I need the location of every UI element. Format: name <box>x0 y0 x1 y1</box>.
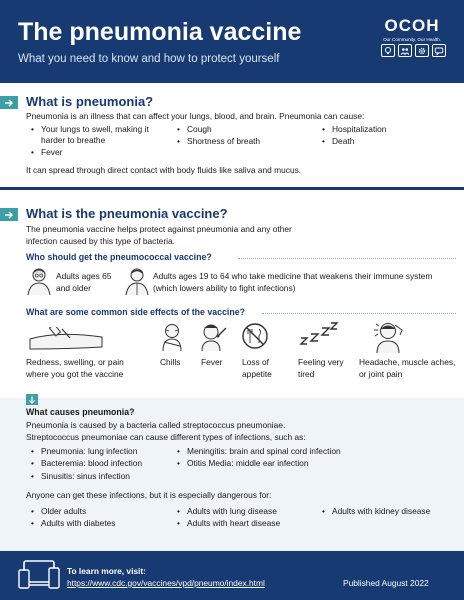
list-item: • Adults with diabetes <box>31 518 171 529</box>
side-effect-label: Feeling very tired <box>298 357 344 379</box>
dotted-rule <box>262 313 456 314</box>
list-item: • Otitis Media: middle ear infection <box>177 458 452 469</box>
ocoh-logo: OCOH <box>384 16 440 35</box>
list-item: • Fever <box>31 147 163 158</box>
sleep-icon <box>299 322 339 351</box>
who-older-text: Adults ages 65 and older <box>56 271 112 293</box>
logo-tagline: Our Community. Our Health. <box>383 37 441 42</box>
spread-text: It can spread through direct contact with body fluids like saliva and mucus. <box>26 165 302 175</box>
pneumonia-intro: Pneumonia is an illness that can affect your lungs, blood, and brain. Pneumonia can cause: <box>26 111 365 121</box>
adult-patient-icon <box>124 266 150 301</box>
section-arrow-icon <box>0 208 18 221</box>
people-icon <box>398 44 412 57</box>
older-adult-icon <box>26 266 52 301</box>
page-title: The pneumonia vaccine <box>18 18 302 46</box>
list-item: • Adults with lung disease <box>177 506 317 517</box>
who-should-get-heading: Who should get the pneumococcal vaccine? <box>26 252 212 262</box>
published-date: Published August 2022 <box>343 578 429 588</box>
side-effect-label: Headache, muscle aches, or joint pain <box>359 357 456 379</box>
list-item: • Adults with kidney disease <box>322 506 457 517</box>
list-item: • Bacteremia: blood infection <box>31 458 171 469</box>
list-item: • Death <box>322 136 442 147</box>
symptom-list-col2 <box>177 124 307 149</box>
devices-icon <box>18 560 60 595</box>
side-effect-label: Loss of appetite <box>242 357 272 379</box>
list-item: • Hospitalization <box>322 124 442 135</box>
list-item: • Cough <box>177 124 307 135</box>
side-effect-label: Redness, swelling, or pain where you got the vaccine <box>26 357 124 379</box>
risk-list-col1 <box>31 506 171 531</box>
causes-line2: Streptococcus pneumoniae can cause different types of infections, such as: <box>26 432 306 442</box>
headache-icon <box>372 320 408 359</box>
vaccine-intro: The pneumonia vaccine helps protect against pneumonia and any other infection caused by this type of bacteria. <box>26 224 292 246</box>
page-subtitle: What you need to know and how to protect yourself <box>18 53 280 65</box>
chills-icon <box>160 322 184 357</box>
risk-list-col2 <box>177 506 317 531</box>
side-effects-heading: What are some common side effects of the vaccine? <box>26 307 246 317</box>
list-item: • Pneumonia: lung infection <box>31 446 171 457</box>
thermometer-icon <box>199 322 227 357</box>
learn-more-label: To learn more, visit: <box>67 566 146 576</box>
risk-list-col3 <box>322 506 457 518</box>
section-heading-vaccine: What is the pneumonia vaccine? <box>26 206 228 221</box>
section-divider <box>0 187 464 190</box>
list-item: • Meningitis: brain and spinal cord infection <box>177 446 452 457</box>
causes-line1: Pneumonia is caused by a bacteria called streptococcus pneumoniae. <box>26 420 286 430</box>
symptom-list-col1 <box>31 124 163 159</box>
gear-icon <box>415 44 429 57</box>
list-item: • Your lungs to swell, making it harder to breathe <box>31 124 163 146</box>
lightbulb-icon <box>381 44 395 57</box>
list-item: • Older adults <box>31 506 171 517</box>
cdc-link[interactable]: https://www.cdc.gov/vaccines/vpd/pneumo/index.html <box>67 578 265 588</box>
causes-heading: What causes pneumonia? <box>26 407 135 417</box>
symptom-list-col3 <box>322 124 442 149</box>
arm-injection-icon <box>28 327 106 356</box>
infection-list-col1 <box>31 446 171 483</box>
list-item: • Shortness of breath <box>177 136 307 147</box>
who-younger-text: Adults ages 19 to 64 who take medicine that weakens their immune system (which lowers ability to fight infections) <box>153 271 433 293</box>
section-heading-what-is-pneumonia: What is pneumonia? <box>26 94 154 109</box>
list-item: • Adults with heart disease <box>177 518 317 529</box>
dotted-rule <box>238 258 456 259</box>
risk-intro: Anyone can get these infections, but it is especially dangerous for: <box>26 490 272 500</box>
infection-list-col2 <box>177 446 452 471</box>
logo-icon-row <box>381 44 446 57</box>
list-item: • Sinusitis: sinus infection <box>31 471 171 482</box>
side-effect-label: Chills <box>160 357 181 367</box>
no-food-icon <box>241 322 269 355</box>
side-effect-label: Fever <box>201 357 223 367</box>
section-arrow-icon <box>0 96 18 109</box>
down-arrow-icon <box>26 394 38 405</box>
chat-bubble-icon <box>432 44 446 57</box>
